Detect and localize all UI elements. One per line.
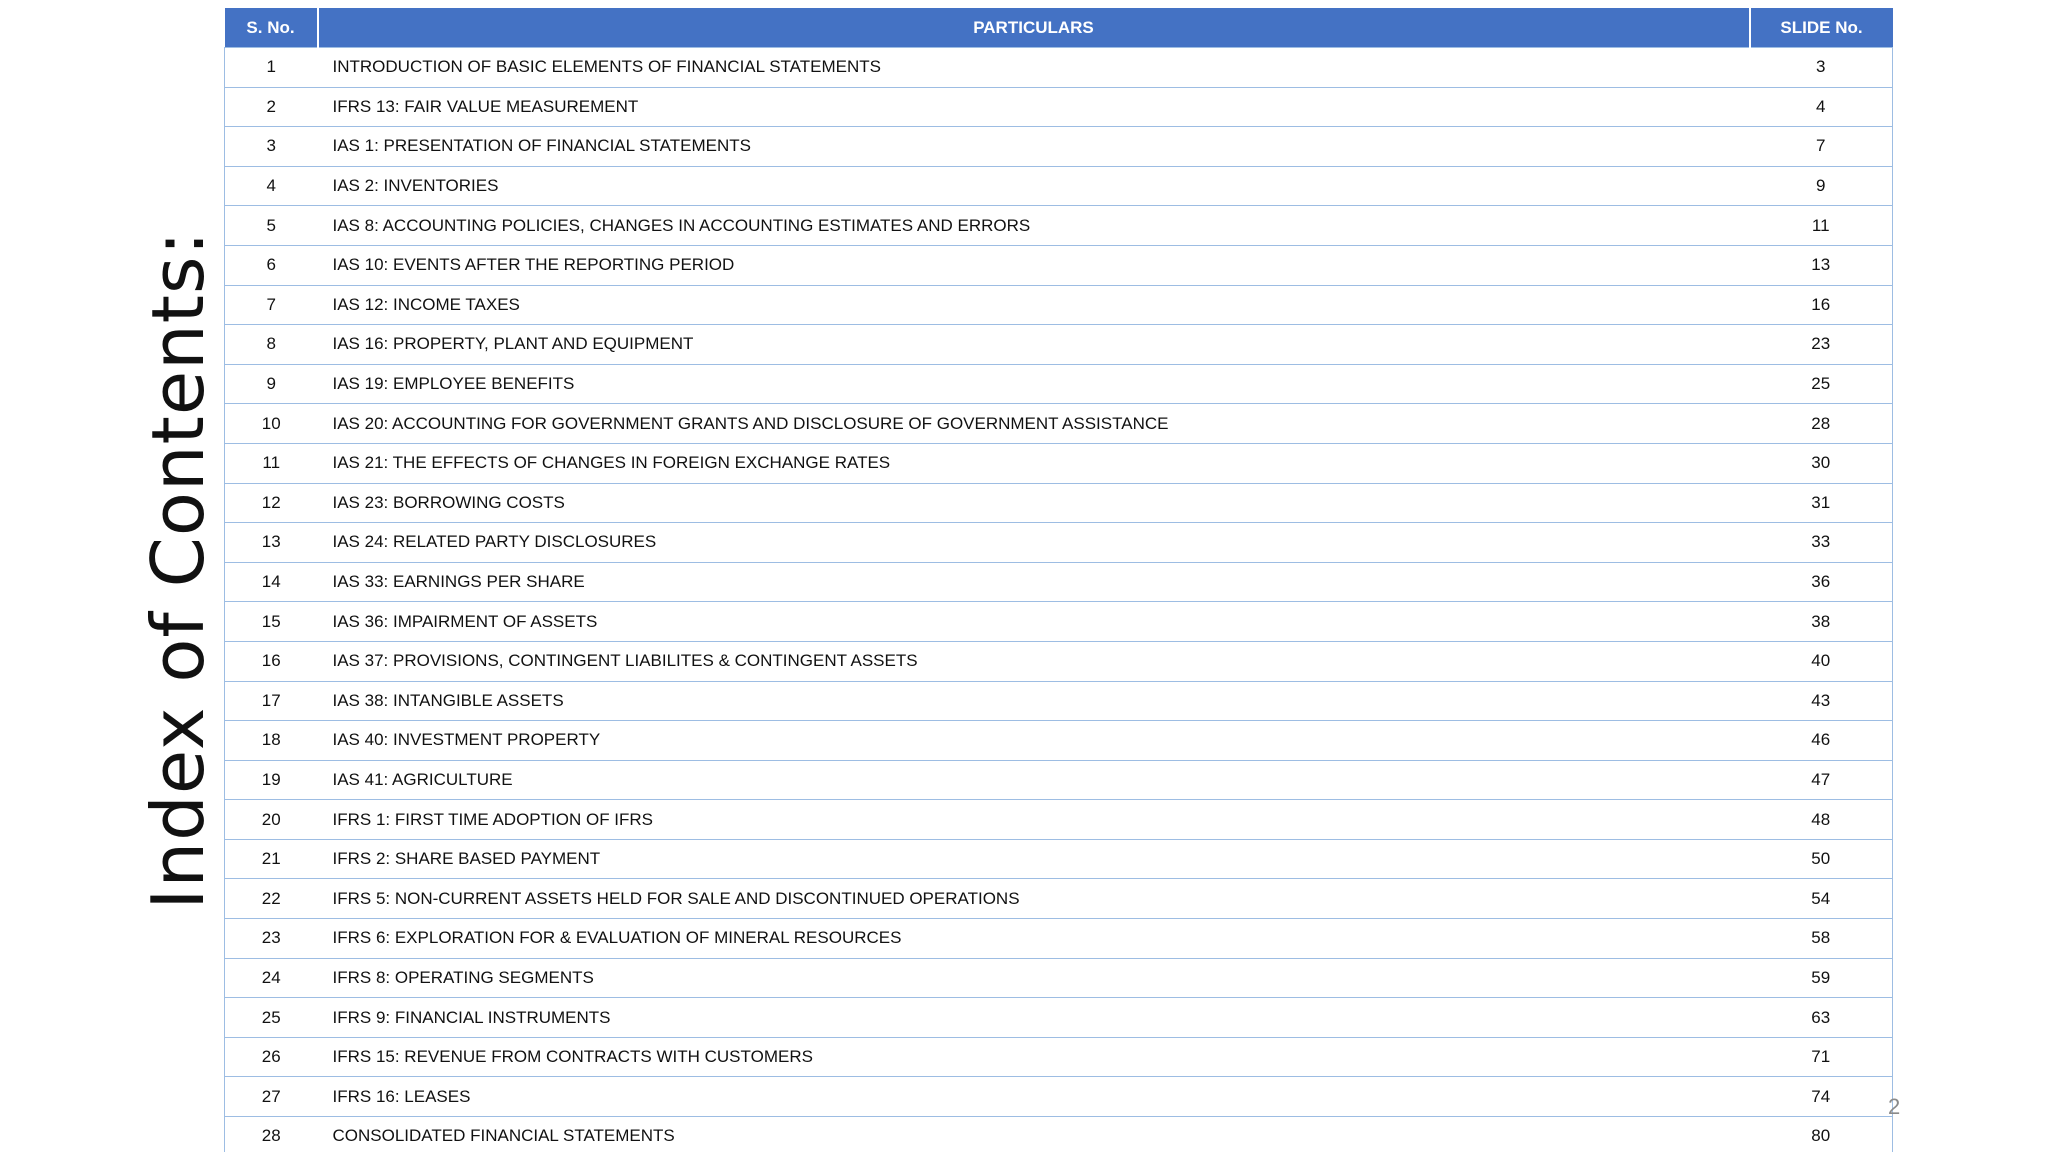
row-slide-no: 38 bbox=[1750, 602, 1893, 642]
row-particulars: IAS 41: AGRICULTURE bbox=[318, 760, 1750, 800]
row-sno: 11 bbox=[225, 443, 318, 483]
row-sno: 2 bbox=[225, 87, 318, 127]
row-particulars: INTRODUCTION OF BASIC ELEMENTS OF FINANCIAL STATEMENTS bbox=[318, 48, 1750, 88]
row-sno: 5 bbox=[225, 206, 318, 246]
row-slide-no: 25 bbox=[1750, 364, 1893, 404]
row-slide-no: 74 bbox=[1750, 1077, 1893, 1117]
table-row bbox=[225, 721, 1893, 761]
row-sno: 9 bbox=[225, 364, 318, 404]
row-slide-no: 46 bbox=[1750, 721, 1893, 761]
row-slide-no: 31 bbox=[1750, 483, 1893, 523]
row-particulars: IAS 12: INCOME TAXES bbox=[318, 285, 1750, 325]
row-slide-no: 47 bbox=[1750, 760, 1893, 800]
row-slide-no: 28 bbox=[1750, 404, 1893, 444]
row-particulars: CONSOLIDATED FINANCIAL STATEMENTS bbox=[318, 1117, 1750, 1152]
row-sno: 14 bbox=[225, 562, 318, 602]
row-sno: 15 bbox=[225, 602, 318, 642]
table-row bbox=[225, 364, 1893, 404]
header-sno: S. No. bbox=[225, 8, 318, 48]
table-row bbox=[225, 562, 1893, 602]
row-particulars: IAS 16: PROPERTY, PLANT AND EQUIPMENT bbox=[318, 325, 1750, 365]
row-particulars: IFRS 9: FINANCIAL INSTRUMENTS bbox=[318, 998, 1750, 1038]
row-slide-no: 13 bbox=[1750, 245, 1893, 285]
page-number: 2 bbox=[1888, 1094, 1901, 1119]
row-slide-no: 11 bbox=[1750, 206, 1893, 246]
row-sno: 3 bbox=[225, 127, 318, 167]
row-slide-no: 16 bbox=[1750, 285, 1893, 325]
table-row bbox=[225, 206, 1893, 246]
row-sno: 7 bbox=[225, 285, 318, 325]
row-sno: 19 bbox=[225, 760, 318, 800]
row-particulars: IFRS 8: OPERATING SEGMENTS bbox=[318, 958, 1750, 998]
row-particulars: IFRS 1: FIRST TIME ADOPTION OF IFRS bbox=[318, 800, 1750, 840]
row-particulars: IAS 36: IMPAIRMENT OF ASSETS bbox=[318, 602, 1750, 642]
row-slide-no: 30 bbox=[1750, 443, 1893, 483]
row-particulars: IAS 20: ACCOUNTING FOR GOVERNMENT GRANTS AND DISCLOSURE OF GOVERNMENT ASSISTANCE bbox=[318, 404, 1750, 444]
table-row bbox=[225, 48, 1893, 88]
row-slide-no: 40 bbox=[1750, 641, 1893, 681]
row-slide-no: 7 bbox=[1750, 127, 1893, 167]
row-sno: 24 bbox=[225, 958, 318, 998]
table-row bbox=[225, 87, 1893, 127]
row-slide-no: 23 bbox=[1750, 325, 1893, 365]
table-row bbox=[225, 285, 1893, 325]
row-slide-no: 33 bbox=[1750, 523, 1893, 563]
contents-table bbox=[224, 8, 1893, 1152]
row-particulars: IAS 40: INVESTMENT PROPERTY bbox=[318, 721, 1750, 761]
row-particulars: IAS 10: EVENTS AFTER THE REPORTING PERIOD bbox=[318, 245, 1750, 285]
row-particulars: IAS 38: INTANGIBLE ASSETS bbox=[318, 681, 1750, 721]
row-particulars: IAS 1: PRESENTATION OF FINANCIAL STATEMENTS bbox=[318, 127, 1750, 167]
table-row bbox=[225, 641, 1893, 681]
row-particulars: IFRS 5: NON-CURRENT ASSETS HELD FOR SALE AND DISCONTINUED OPERATIONS bbox=[318, 879, 1750, 919]
row-particulars: IAS 24: RELATED PARTY DISCLOSURES bbox=[318, 523, 1750, 563]
table-row bbox=[225, 483, 1893, 523]
row-sno: 27 bbox=[225, 1077, 318, 1117]
header-slide-no: SLIDE No. bbox=[1750, 8, 1893, 48]
row-sno: 22 bbox=[225, 879, 318, 919]
row-particulars: IFRS 13: FAIR VALUE MEASUREMENT bbox=[318, 87, 1750, 127]
row-sno: 6 bbox=[225, 245, 318, 285]
table-row bbox=[225, 443, 1893, 483]
table-row bbox=[225, 602, 1893, 642]
row-sno: 26 bbox=[225, 1037, 318, 1077]
table-row bbox=[225, 523, 1893, 563]
row-slide-no: 58 bbox=[1750, 919, 1893, 959]
row-slide-no: 63 bbox=[1750, 998, 1893, 1038]
table-row bbox=[225, 760, 1893, 800]
table-row bbox=[225, 919, 1893, 959]
row-sno: 23 bbox=[225, 919, 318, 959]
row-slide-no: 43 bbox=[1750, 681, 1893, 721]
table-row bbox=[225, 1077, 1893, 1117]
row-slide-no: 59 bbox=[1750, 958, 1893, 998]
row-particulars: IAS 19: EMPLOYEE BENEFITS bbox=[318, 364, 1750, 404]
row-particulars: IFRS 15: REVENUE FROM CONTRACTS WITH CUSTOMERS bbox=[318, 1037, 1750, 1077]
table-body bbox=[225, 48, 1893, 1152]
row-sno: 10 bbox=[225, 404, 318, 444]
table-row bbox=[225, 879, 1893, 919]
row-particulars: IAS 33: EARNINGS PER SHARE bbox=[318, 562, 1750, 602]
row-particulars: IFRS 2: SHARE BASED PAYMENT bbox=[318, 839, 1750, 879]
row-sno: 4 bbox=[225, 166, 318, 206]
row-particulars: IAS 37: PROVISIONS, CONTINGENT LIABILITES & CONTINGENT ASSETS bbox=[318, 641, 1750, 681]
row-particulars: IAS 21: THE EFFECTS OF CHANGES IN FOREIGN EXCHANGE RATES bbox=[318, 443, 1750, 483]
row-slide-no: 71 bbox=[1750, 1037, 1893, 1077]
side-title-container bbox=[118, 40, 238, 1100]
row-sno: 8 bbox=[225, 325, 318, 365]
row-slide-no: 48 bbox=[1750, 800, 1893, 840]
table-row bbox=[225, 325, 1893, 365]
row-particulars: IAS 2: INVENTORIES bbox=[318, 166, 1750, 206]
row-sno: 25 bbox=[225, 998, 318, 1038]
row-particulars: IAS 23: BORROWING COSTS bbox=[318, 483, 1750, 523]
table-row bbox=[225, 404, 1893, 444]
row-particulars: IFRS 16: LEASES bbox=[318, 1077, 1750, 1117]
header-particulars: PARTICULARS bbox=[318, 8, 1750, 48]
table-row bbox=[225, 166, 1893, 206]
row-sno: 17 bbox=[225, 681, 318, 721]
table-row bbox=[225, 1037, 1893, 1077]
row-particulars: IFRS 6: EXPLORATION FOR & EVALUATION OF MINERAL RESOURCES bbox=[318, 919, 1750, 959]
row-slide-no: 36 bbox=[1750, 562, 1893, 602]
table-row bbox=[225, 998, 1893, 1038]
row-particulars: IAS 8: ACCOUNTING POLICIES, CHANGES IN ACCOUNTING ESTIMATES AND ERRORS bbox=[318, 206, 1750, 246]
row-slide-no: 4 bbox=[1750, 87, 1893, 127]
table-row bbox=[225, 681, 1893, 721]
table-row bbox=[225, 1117, 1893, 1152]
table-row bbox=[225, 245, 1893, 285]
table-header-row bbox=[225, 8, 1893, 48]
row-slide-no: 9 bbox=[1750, 166, 1893, 206]
table-row bbox=[225, 958, 1893, 998]
table-row bbox=[225, 800, 1893, 840]
row-sno: 18 bbox=[225, 721, 318, 761]
row-slide-no: 50 bbox=[1750, 839, 1893, 879]
row-slide-no: 3 bbox=[1750, 48, 1893, 88]
table-row bbox=[225, 839, 1893, 879]
page-title: Index of Contents: bbox=[136, 230, 220, 910]
row-sno: 20 bbox=[225, 800, 318, 840]
row-sno: 16 bbox=[225, 641, 318, 681]
row-sno: 1 bbox=[225, 48, 318, 88]
row-slide-no: 80 bbox=[1750, 1117, 1893, 1152]
row-sno: 21 bbox=[225, 839, 318, 879]
table-row bbox=[225, 127, 1893, 167]
row-sno: 28 bbox=[225, 1117, 318, 1152]
row-sno: 13 bbox=[225, 523, 318, 563]
row-slide-no: 54 bbox=[1750, 879, 1893, 919]
row-sno: 12 bbox=[225, 483, 318, 523]
